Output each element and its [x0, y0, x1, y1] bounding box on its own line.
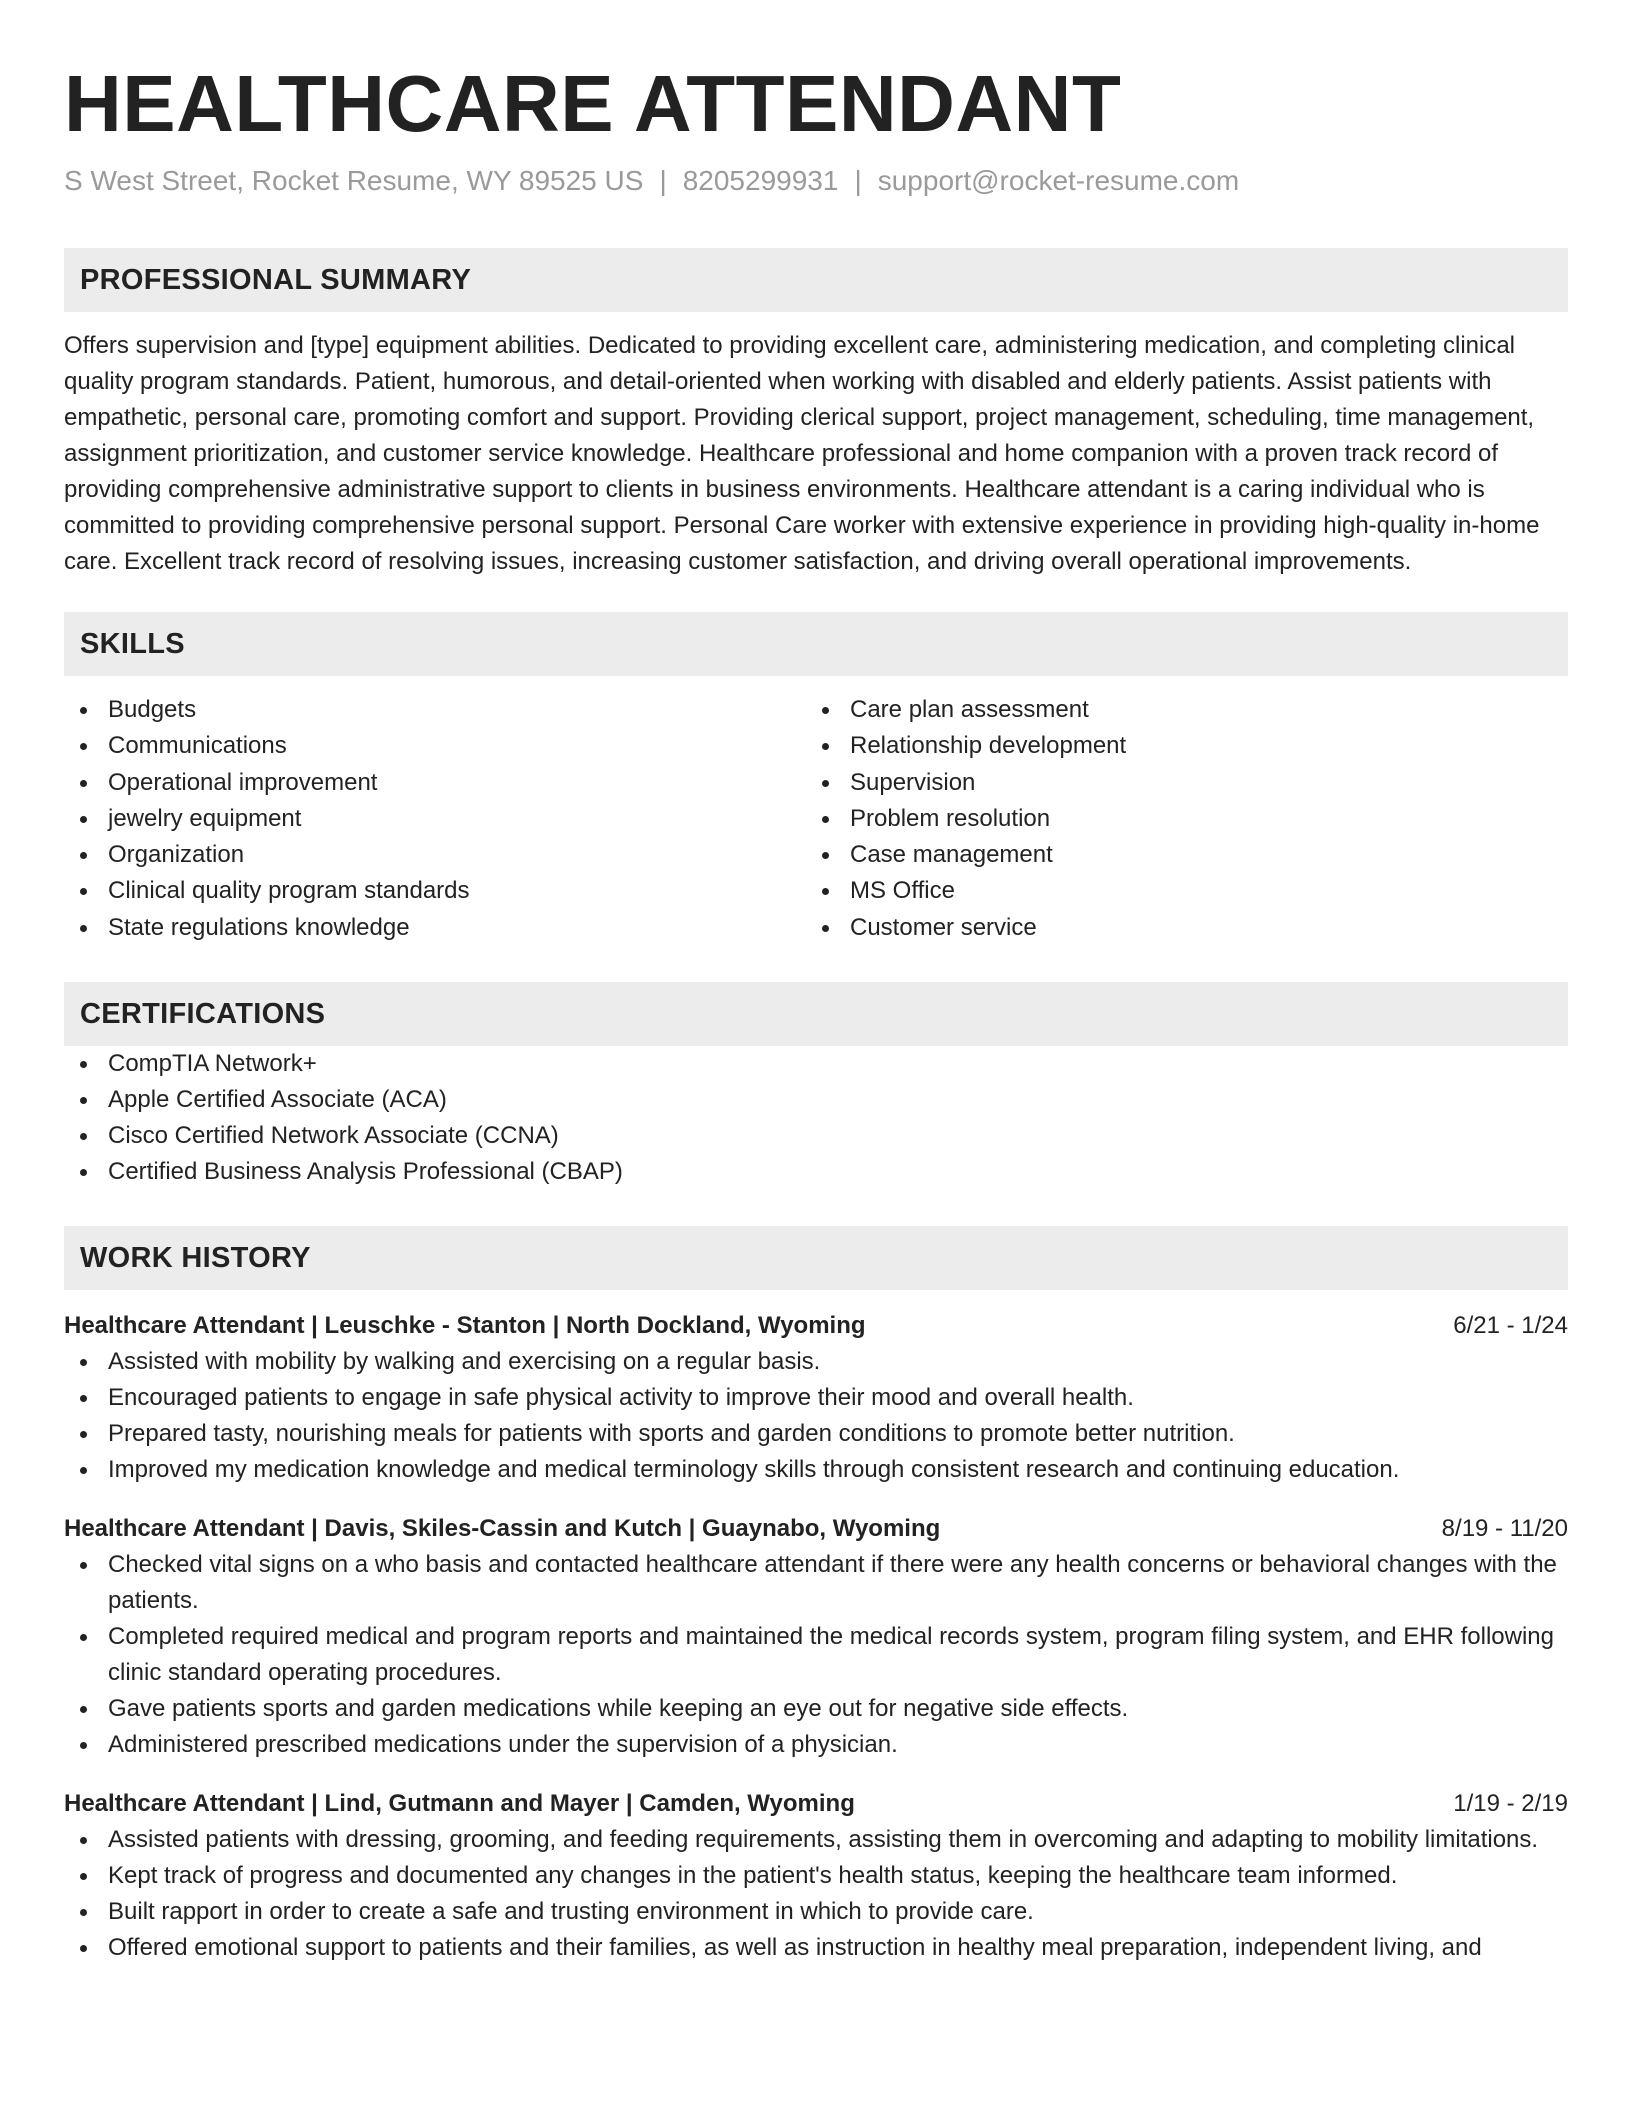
job-bullet: Offered emotional support to patients and their families, as well as instruction in healthy meal preparation, independent living, and [64, 1930, 1568, 1966]
summary-section-header: PROFESSIONAL SUMMARY [64, 248, 1568, 312]
skill-item: State regulations knowledge [64, 910, 806, 946]
job-entry [64, 1308, 1568, 1488]
job-bullet: Completed required medical and program reports and maintained the medical records system, program filing system, and EHR following clinic standard operating procedures. [64, 1619, 1568, 1691]
certification-item: Cisco Certified Network Associate (CCNA) [64, 1118, 1568, 1154]
skill-item: Clinical quality program standards [64, 873, 806, 909]
candidate-name: HEALTHCARE ATTENDANT [64, 59, 1122, 148]
contact-separator: | [854, 165, 862, 196]
job-dates: 1/19 - 2/19 [1453, 1790, 1568, 1818]
work-history-section-header: WORK HISTORY [64, 1226, 1568, 1290]
skill-item: Operational improvement [64, 765, 806, 801]
skills-list-left [64, 692, 806, 946]
certifications-list [64, 1046, 1568, 1190]
job-bullet: Encouraged patients to engage in safe physical activity to improve their mood and overall health. [64, 1380, 1568, 1416]
skill-item: Supervision [806, 765, 1548, 801]
job-bullets [64, 1822, 1568, 1966]
skill-item: Problem resolution [806, 801, 1548, 837]
skill-item: Case management [806, 837, 1548, 873]
skill-item: Customer service [806, 910, 1548, 946]
job-bullet: Prepared tasty, nourishing meals for patients with sports and garden conditions to promote better nutrition. [64, 1416, 1568, 1452]
job-entry [64, 1511, 1568, 1763]
certification-item: Apple Certified Associate (ACA) [64, 1082, 1568, 1118]
job-bullet: Built rapport in order to create a safe and trusting environment in which to provide care. [64, 1894, 1568, 1930]
skills-column-right [806, 692, 1548, 946]
job-bullets [64, 1344, 1568, 1488]
skills-list-right [806, 692, 1548, 946]
job-header [64, 1786, 1568, 1822]
job-bullet: Assisted with mobility by walking and exercising on a regular basis. [64, 1344, 1568, 1380]
skill-item: Budgets [64, 692, 806, 728]
skills-grid [64, 692, 1568, 946]
job-entry [64, 1786, 1568, 1966]
job-dates: 6/21 - 1/24 [1453, 1312, 1568, 1340]
skills-section-header: SKILLS [64, 612, 1568, 676]
job-header [64, 1511, 1568, 1547]
job-bullet: Assisted patients with dressing, grooming, and feeding requirements, assisting them in overcoming and adapting to mobility limitations. [64, 1822, 1568, 1858]
skill-item: Organization [64, 837, 806, 873]
contact-email: support@rocket-resume.com [877, 165, 1240, 196]
job-dates: 8/19 - 11/20 [1441, 1515, 1568, 1543]
job-bullet: Gave patients sports and garden medications while keeping an eye out for negative side effects. [64, 1691, 1568, 1727]
contact-line [64, 164, 1568, 198]
certification-item: Certified Business Analysis Professional (CBAP) [64, 1154, 1568, 1190]
skill-item: Relationship development [806, 728, 1548, 764]
job-bullet: Checked vital signs on a who basis and contacted healthcare attendant if there were any health concerns or behavioral changes with the patients. [64, 1547, 1568, 1619]
contact-phone: 8205299931 [682, 165, 839, 196]
skill-item: jewelry equipment [64, 801, 806, 837]
contact-address: S West Street, Rocket Resume, WY 89525 US [64, 165, 644, 196]
contact-separator: | [659, 165, 667, 196]
job-title: Healthcare Attendant | Davis, Skiles-Cassin and Kutch | Guaynabo, Wyoming [64, 1515, 941, 1543]
job-bullets [64, 1547, 1568, 1763]
certifications-section-header: CERTIFICATIONS [64, 982, 1568, 1046]
summary-text: Offers supervision and [type] equipment abilities. Dedicated to providing excellent care, administering medication, and completing clinical quality program standards. Patient, humorous, and detail-oriented when working with disabled and elderly patients. Assist patients with empathetic, personal care, promoting comfort and support. Providing clerical support, project management, scheduling, time management, assignment prioritization, and customer service knowledge. Healthcare professional and home companion with a proven track record of providing comprehensive administrative support to clients in business environments. Healthcare attendant is a caring individual who is committed to providing comprehensive personal support. Personal Care worker with extensive experience in providing high-quality in-home care. Excellent track record of resolving issues, increasing customer satisfaction, and driving overall operational improvements. [64, 332, 1540, 575]
job-bullet: Kept track of progress and documented any changes in the patient's health status, keeping the healthcare team informed. [64, 1858, 1568, 1894]
job-bullet: Administered prescribed medications under the supervision of a physician. [64, 1727, 1568, 1763]
skill-item: Communications [64, 728, 806, 764]
skill-item: MS Office [806, 873, 1548, 909]
job-title: Healthcare Attendant | Lind, Gutmann and Mayer | Camden, Wyoming [64, 1790, 855, 1818]
skill-item: Care plan assessment [806, 692, 1548, 728]
job-header [64, 1308, 1568, 1344]
certification-item: CompTIA Network+ [64, 1046, 1568, 1082]
job-title: Healthcare Attendant | Leuschke - Stanton | North Dockland, Wyoming [64, 1312, 866, 1340]
job-bullet: Improved my medication knowledge and medical terminology skills through consistent research and continuing education. [64, 1452, 1568, 1488]
skills-column-left [64, 692, 806, 946]
